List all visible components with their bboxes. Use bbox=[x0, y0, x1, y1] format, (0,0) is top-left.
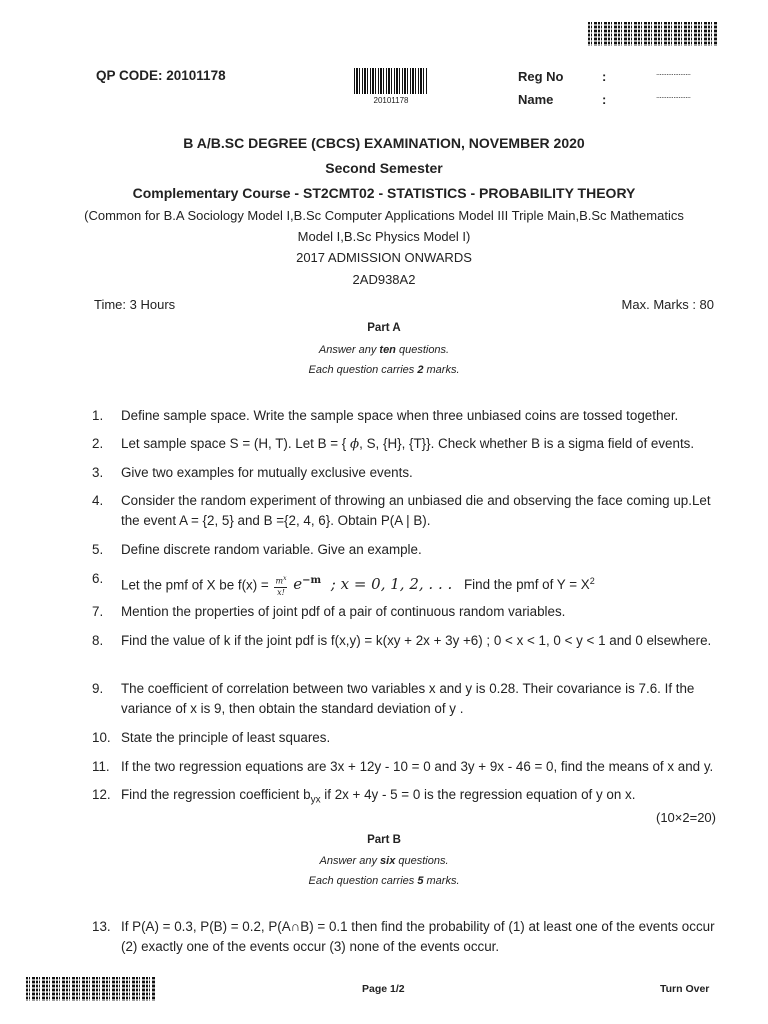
question-text: Mention the properties of joint pdf of a pair of continuous random variables. bbox=[121, 604, 566, 619]
question-number: 5. bbox=[92, 542, 104, 557]
question-text: If P(A) = 0.3, P(B) = 0.2, P(A∩B) = 0.1 then find the probability of (1) at least one of the events occur (2) exactly one of the events occur (3) none of the events occur. bbox=[121, 919, 715, 954]
barcode-number: 20101178 bbox=[373, 96, 409, 105]
question-number: 8. bbox=[92, 633, 104, 648]
part-a-instruction-2: Each question carries 2 marks. bbox=[308, 364, 460, 376]
turn-over: Turn Over bbox=[660, 983, 710, 995]
pmf-fraction: $\frac{m^x}{x!}$ bbox=[275, 575, 287, 597]
question-text: Let the pmf of X be f(x) = $\frac{m^x}{x!}$ $e^{-m}$ ; x = 0, 1, 2, . . . Find the pmf of $Y = X^2$ bbox=[121, 575, 595, 597]
question-number: 4. bbox=[92, 493, 104, 508]
question-text: Let sample space S = (H, T). Let B = { ϕ, S, {H}, {T}}. Check whether B is a sigma field of events. bbox=[121, 436, 695, 452]
reg-no-blank: .................... bbox=[656, 68, 691, 77]
qp-code: QP CODE: 20101178 bbox=[96, 68, 226, 83]
max-marks: Max. Marks : 80 bbox=[621, 297, 714, 312]
exam-code: 2AD938A2 bbox=[352, 272, 416, 287]
question-text: Find the regression coefficient $b_{yx}$ if 2x + 4y - 5 = 0 is the regression equation of y on x. bbox=[121, 787, 636, 806]
common-line-2: Model I,B.Sc Physics Model I) bbox=[297, 229, 471, 244]
phi-symbol: ϕ bbox=[350, 437, 360, 452]
exam-title: B A/B.SC DEGREE (CBCS) EXAMINATION, NOVEMBER 2020 bbox=[183, 135, 585, 151]
question-text: Define discrete random variable. Give an example. bbox=[121, 542, 422, 557]
reg-no-colon: : bbox=[602, 69, 607, 84]
question-number: 1. bbox=[92, 408, 104, 423]
semester: Second Semester bbox=[325, 160, 443, 176]
part-b-instruction-2: Each question carries 5 marks. bbox=[308, 875, 460, 887]
question-number: 11. bbox=[92, 759, 110, 774]
question-number: 12. bbox=[92, 787, 111, 802]
question-number: 6. bbox=[92, 571, 104, 586]
page-number: Page 1/2 bbox=[362, 983, 405, 995]
question-text: Give two examples for mutually exclusive events. bbox=[121, 465, 413, 480]
reg-no-label: Reg No bbox=[518, 69, 564, 84]
time-allowed: Time: 3 Hours bbox=[94, 297, 176, 312]
part-b-title: Part B bbox=[367, 834, 401, 846]
common-line-1: (Common for B.A Sociology Model I,B.Sc Computer Applications Model III Triple Main,B.Sc Mathematics bbox=[84, 208, 684, 223]
question-text: Consider the random experiment of throwing an unbiased die and observing the face coming up.Let the event A = {2, 5} and B ={2, 4, 6}. Obtain P(A | B). bbox=[121, 493, 711, 528]
question-text: State the principle of least squares. bbox=[121, 730, 331, 745]
name-blank: .................... bbox=[656, 91, 691, 100]
course-title: Complementary Course - ST2CMT02 - STATISTICS - PROBABILITY THEORY bbox=[132, 185, 636, 201]
question-number: 10. bbox=[92, 730, 111, 745]
question-text: If the two regression equations are 3x + 12y - 10 = 0 and 3y + 9x - 46 = 0, find the means of x and y. bbox=[121, 759, 714, 774]
name-label: Name bbox=[518, 92, 554, 107]
question-6 bbox=[92, 569, 722, 595]
question-text: The coefficient of correlation between two variables x and y is 0.28. Their covariance is 7.6. If the variance of x is 9, then obtain the standard deviation of y . bbox=[121, 681, 695, 716]
question-number: 3. bbox=[92, 465, 104, 480]
question-number: 9. bbox=[92, 681, 104, 696]
name-colon: : bbox=[602, 92, 607, 107]
question-number: 7. bbox=[92, 604, 104, 619]
question-number: 13. bbox=[92, 919, 111, 934]
question-number: 2. bbox=[92, 436, 104, 451]
bottom-left-barcode bbox=[26, 977, 156, 1001]
center-barcode bbox=[354, 68, 428, 94]
question-text: Define sample space. Write the sample space when three unbiased coins are tossed together. bbox=[121, 408, 679, 423]
question-text: Find the value of k if the joint pdf is f(x,y) = k(xy + 2x + 3y +6) ; 0 < x < 1, 0 < y < 1 and 0 elsewhere. bbox=[121, 633, 712, 648]
part-a-instruction-1: Answer any ten questions. bbox=[318, 344, 450, 356]
admission: 2017 ADMISSION ONWARDS bbox=[296, 250, 472, 265]
part-a-marks: (10×2=20) bbox=[656, 810, 716, 825]
part-a-title: Part A bbox=[367, 322, 401, 334]
part-b-instruction-1: Answer any six questions. bbox=[319, 855, 449, 867]
top-right-barcode bbox=[588, 22, 718, 46]
